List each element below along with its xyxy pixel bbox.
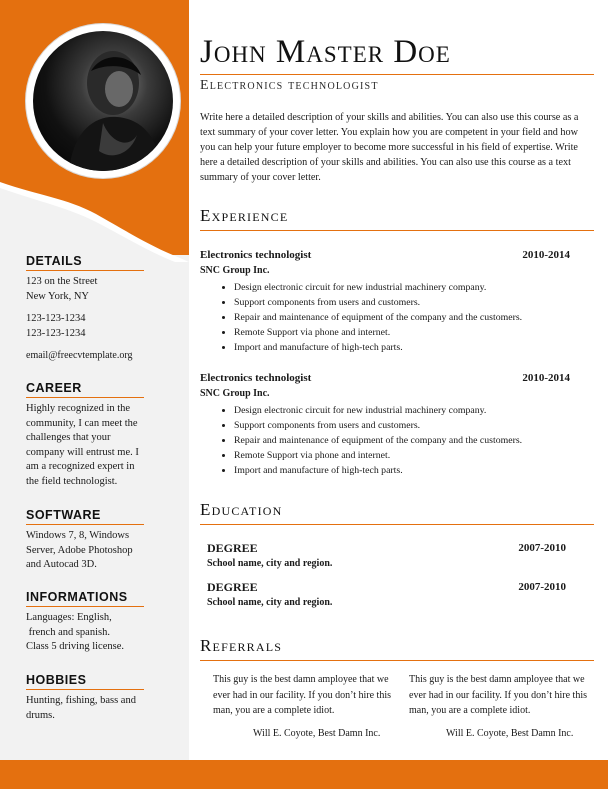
- informations-line-1: Languages: English,: [26, 612, 112, 623]
- software-section: [26, 508, 144, 573]
- informations-section: [26, 590, 144, 655]
- candidate-title: Electronics technologist: [200, 74, 594, 94]
- informations-line-3: Class 5 driving license.: [26, 641, 124, 652]
- job-years: 2010-2014: [522, 372, 570, 384]
- career-text: Highly recognized in the community, I can meet the challenges that your company will entrust me. I am a recognized expert in the field technologist.: [26, 403, 139, 487]
- job-years: 2010-2014: [522, 249, 570, 261]
- degree-label: DEGREE: [207, 541, 258, 555]
- education-item: [207, 541, 577, 571]
- software-text: Windows 7, 8, Windows Server, Adobe Photoshop and Autocad 3D.: [26, 530, 133, 570]
- experience-item: [200, 372, 580, 478]
- education-heading: Education: [200, 500, 594, 525]
- job-duty: • Design electronic circuit for new industrial machinery company.: [234, 403, 580, 418]
- job-company: SNC Group Inc.: [200, 388, 270, 399]
- experience-item: [200, 249, 580, 355]
- career-section: [26, 381, 144, 489]
- details-section: [26, 254, 144, 364]
- school-name: School name, city and region.: [207, 597, 333, 608]
- address-line-2: New York, NY: [26, 290, 90, 302]
- phone-1: 123-123-1234: [26, 313, 86, 324]
- job-duties: [200, 280, 580, 355]
- education-years: 2007-2010: [518, 542, 566, 554]
- career-heading: CAREER: [26, 381, 144, 398]
- job-role: Electronics technologist: [200, 249, 312, 261]
- profile-photo: [33, 31, 173, 171]
- hobbies-text: Hunting, fishing, bass and drums.: [26, 695, 136, 721]
- informations-heading: INFORMATIONS: [26, 590, 144, 607]
- software-heading: SOFTWARE: [26, 508, 144, 525]
- job-duty: • Remote Support via phone and internet.: [234, 448, 580, 463]
- address-line-1: 123 on the Street: [26, 276, 98, 287]
- referral-quote: This guy is the best damn amployee that we ever had in our facility. If you don’t hire this man, you are a complete idiot.: [213, 674, 392, 716]
- experience-heading: Experience: [200, 206, 594, 231]
- hobbies-heading: HOBBIES: [26, 673, 144, 690]
- job-duty: • Support components from users and customers.: [234, 418, 580, 433]
- job-duty: • Repair and maintenance of equipment of the company and the customers.: [234, 310, 580, 325]
- candidate-name: John Master Doe: [200, 34, 451, 70]
- footer-band: [0, 760, 608, 789]
- job-duty: • Repair and maintenance of equipment of the company and the customers.: [234, 433, 580, 448]
- job-duty: • Support components from users and customers.: [234, 295, 580, 310]
- summary-text: Write here a detailed description of your skills and abilities. You can also use this course as a text summary of your cover letter. You explain how you are competent in your field and how you can help your future employer to become more successful in his field of expertise. Write here a detailed description of your skills and abilities. You can also use this course as a text summary of your cover letter.: [200, 112, 579, 183]
- job-company: SNC Group Inc.: [200, 265, 270, 276]
- education-years: 2007-2010: [518, 581, 566, 593]
- job-duty: • Design electronic circuit for new industrial machinery company.: [234, 280, 580, 295]
- referrals-heading: Referrals: [200, 636, 594, 661]
- job-duty: • Remote Support via phone and internet.: [234, 325, 580, 340]
- education-item: [207, 580, 577, 610]
- referral-quote: This guy is the best damn amployee that we ever had in our facility. If you don’t hire this man, you are a complete idiot.: [409, 674, 588, 716]
- referral-author: Will E. Coyote, Best Damn Inc.: [253, 728, 381, 739]
- job-duty: • Import and manufacture of high-tech parts.: [234, 340, 580, 355]
- job-duties: [200, 403, 580, 478]
- job-role: Electronics technologist: [200, 372, 312, 384]
- email: email@freecvtemplate.org: [26, 350, 133, 361]
- hobbies-section: [26, 673, 144, 723]
- degree-label: DEGREE: [207, 580, 258, 594]
- job-duty: • Import and manufacture of high-tech parts.: [234, 463, 580, 478]
- details-heading: DETAILS: [26, 254, 144, 271]
- phone-2: 123-123-1234: [26, 327, 86, 339]
- referral-author: Will E. Coyote, Best Damn Inc.: [446, 728, 574, 739]
- school-name: School name, city and region.: [207, 558, 333, 569]
- informations-line-2: french and spanish.: [26, 626, 110, 638]
